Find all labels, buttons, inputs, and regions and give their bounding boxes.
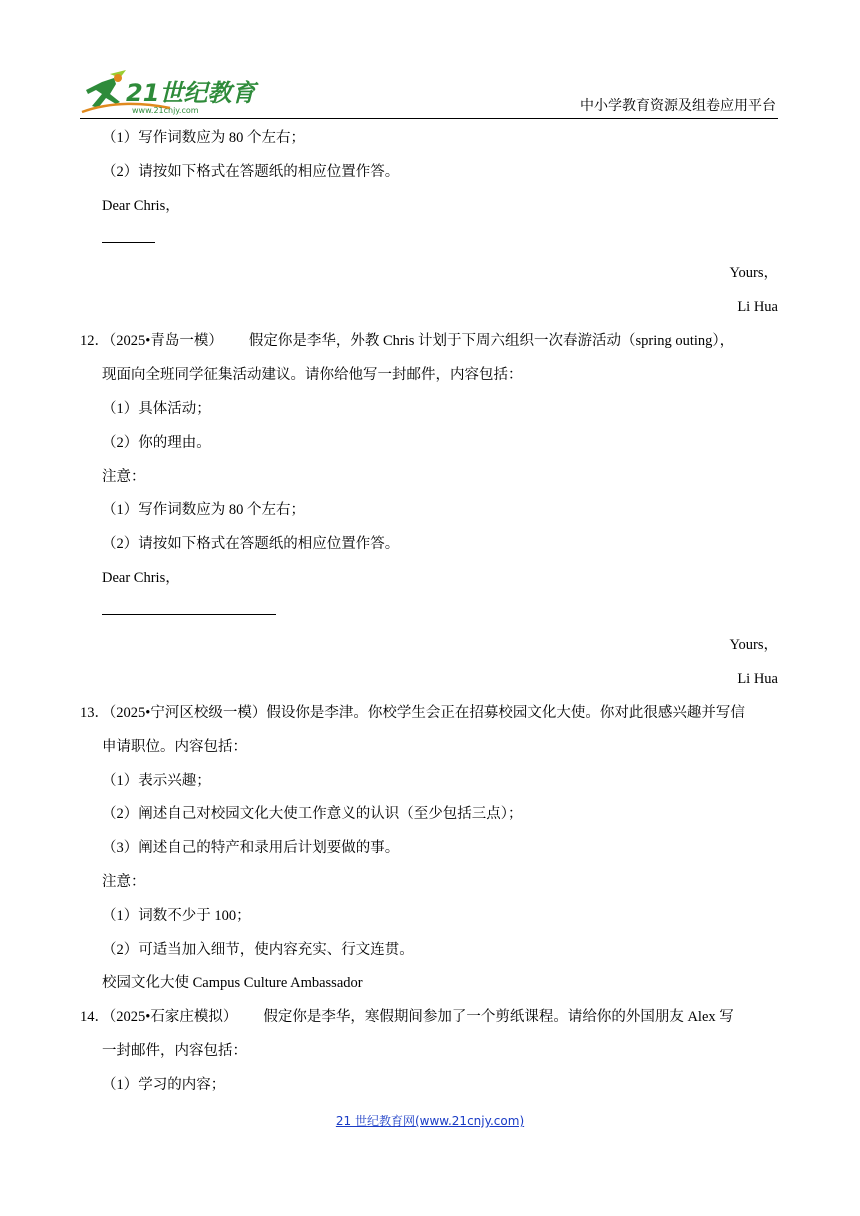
site-logo[interactable] bbox=[80, 68, 260, 116]
q13-note-1: （1）词数不少于 100； bbox=[102, 908, 251, 924]
q12-prompt-2: 现面向全班同学征集活动建议。请你给他写一封邮件，内容包括： bbox=[102, 367, 523, 383]
q12-source: （2025•青岛一模） bbox=[109, 333, 223, 349]
q12-note-2: （2）请按如下格式在答题纸的相应位置作答。 bbox=[102, 536, 400, 552]
q13-item-3: （3）阐述自己的特产和录用后计划要做的事。 bbox=[102, 840, 400, 856]
page-footer bbox=[0, 1112, 860, 1129]
svg-text:21世纪教育: 21世纪教育 bbox=[126, 79, 256, 107]
q11-signature: Li Hua bbox=[737, 299, 778, 315]
q13-vocab: 校园文化大使 Campus Culture Ambassador bbox=[102, 975, 363, 991]
q14-prompt-1: 假定你是李华，寒假期间参加了一个剪纸课程。请给你的外国朋友 Alex 写 bbox=[263, 1009, 734, 1025]
q12-number: 12． bbox=[80, 333, 109, 349]
platform-tagline: 中小学教育资源及组卷应用平台 bbox=[580, 98, 776, 114]
q12-signature: Li Hua bbox=[737, 671, 778, 687]
q12-note-1: （1）写作词数应为 80 个左右； bbox=[102, 502, 305, 518]
q12-answer-blank bbox=[102, 614, 276, 615]
q11-note-1: （1）写作词数应为 80 个左右； bbox=[102, 130, 305, 146]
q14-item-1: （1）学习的内容； bbox=[102, 1077, 226, 1093]
q13-item-1: （1）表示兴趣； bbox=[102, 773, 211, 789]
svg-text:www.21cnjy.com: www.21cnjy.com bbox=[132, 106, 199, 115]
q12-note-label: 注意： bbox=[102, 469, 146, 485]
q13-note-label: 注意： bbox=[102, 874, 146, 890]
q14-prompt-2: 一封邮件，内容包括： bbox=[102, 1043, 247, 1059]
q13-prompt-2: 申请职位。内容包括： bbox=[102, 739, 247, 755]
q14-line-1 bbox=[80, 1007, 734, 1027]
footer-link[interactable]: 21 世纪教育网(www.21cnjy.com) bbox=[335, 1114, 525, 1128]
q13-note-2: （2）可适当加入细节，使内容充实、行文连贯。 bbox=[102, 942, 414, 958]
runner-logo-icon bbox=[80, 68, 260, 116]
q11-closing: Yours， bbox=[729, 265, 778, 281]
q13-source: （2025•宁河区校级一模） bbox=[109, 705, 267, 721]
q12-item-1: （1）具体活动； bbox=[102, 401, 211, 417]
q13-line-1 bbox=[80, 703, 745, 723]
q11-answer-blank bbox=[102, 242, 155, 243]
q12-greeting: Dear Chris， bbox=[102, 570, 180, 586]
q14-source: （2025•石家庄模拟） bbox=[109, 1009, 238, 1025]
q12-closing: Yours， bbox=[729, 637, 778, 653]
q13-prompt-1: 假设你是李津。你校学生会正在招募校园文化大使。你对此很感兴趣并写信 bbox=[266, 705, 745, 721]
q14-number: 14． bbox=[80, 1009, 109, 1025]
page-header bbox=[80, 64, 778, 119]
q12-item-2: （2）你的理由。 bbox=[102, 435, 211, 451]
q11-note-2: （2）请按如下格式在答题纸的相应位置作答。 bbox=[102, 164, 400, 180]
q13-item-2: （2）阐述自己对校园文化大使工作意义的认识（至少包括三点）； bbox=[102, 806, 523, 822]
q12-prompt-1: 假定你是李华，外教 Chris 计划于下周六组织一次春游活动（spring outing）， bbox=[248, 333, 735, 349]
q11-greeting: Dear Chris， bbox=[102, 198, 180, 214]
q13-number: 13． bbox=[80, 705, 109, 721]
q12-line-1 bbox=[80, 331, 734, 351]
